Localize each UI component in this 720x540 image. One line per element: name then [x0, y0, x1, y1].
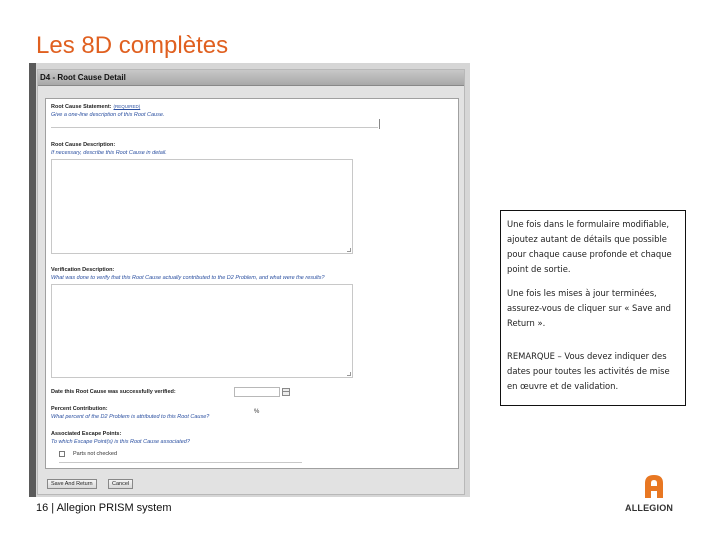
allegion-logo-text: ALLEGION: [625, 503, 674, 513]
slide-footer: 16 | Allegion PRISM system: [36, 502, 172, 514]
description-label: Root Cause Description:: [51, 142, 116, 148]
escape-point-label: Parts not checked: [73, 451, 118, 457]
cancel-button[interactable]: Cancel: [108, 479, 133, 489]
contribution-hint: What percent of the D2 Problem is attributed to this Root Cause?: [51, 414, 210, 420]
form-header: D4 - Root Cause Detail: [38, 70, 464, 86]
allegion-logo-mark-icon: [643, 474, 665, 498]
callout-paragraph-2: Une fois les mises à jour terminées, assurez-vous de cliquer sur « Save and Return ».: [507, 288, 671, 328]
escape-points-label: Associated Escape Points:: [51, 431, 122, 437]
resize-grip-icon[interactable]: [347, 372, 351, 376]
verified-date-label: Date this Root Cause was successfully verified:: [51, 389, 176, 395]
form-body: [45, 98, 459, 469]
escape-list-divider: [59, 462, 302, 463]
verified-date-input[interactable]: [234, 387, 280, 397]
required-badge: (REQUIRED): [113, 104, 141, 109]
slide-title: Les 8D complètes: [36, 32, 229, 59]
calendar-icon[interactable]: [282, 388, 290, 396]
verification-label: Verification Description:: [51, 267, 115, 273]
verification-hint: What was done to verify that this Root Cause actually contributed to the D2 Problem, and what were the results?: [51, 275, 325, 281]
verification-textarea[interactable]: [51, 284, 353, 378]
statement-label-text: Root Cause Statement:: [51, 104, 112, 110]
instruction-callout: [500, 210, 686, 406]
allegion-logo: [622, 474, 688, 516]
escape-points-hint: To which Escape Point(s) is this Root Cause associated?: [51, 439, 190, 445]
contribution-label: Percent Contribution:: [51, 406, 108, 412]
statement-label: [51, 104, 140, 110]
description-hint: If necessary, describe this Root Cause in detail.: [51, 150, 167, 156]
statement-input[interactable]: [51, 119, 378, 128]
callout-paragraph-3: REMARQUE – Vous devez indiquer des dates pour toutes les activités de mise en œuvre et de validation.: [507, 351, 670, 391]
text-cursor: [379, 119, 380, 129]
resize-grip-icon[interactable]: [347, 248, 351, 252]
callout-paragraph-1: Une fois dans le formulaire modifiable, ajoutez autant de détails que possible pour chaque cause profonde et chaque point de sortie.: [507, 219, 672, 274]
screenshot-left-bar: [29, 63, 36, 497]
root-cause-form: [37, 69, 465, 495]
statement-hint: Give a one-line description of this Root Cause.: [51, 112, 165, 118]
description-textarea[interactable]: [51, 159, 353, 254]
percent-unit: %: [254, 409, 260, 415]
escape-point-checkbox[interactable]: [59, 451, 65, 457]
save-and-return-button[interactable]: Save And Return: [47, 479, 97, 489]
